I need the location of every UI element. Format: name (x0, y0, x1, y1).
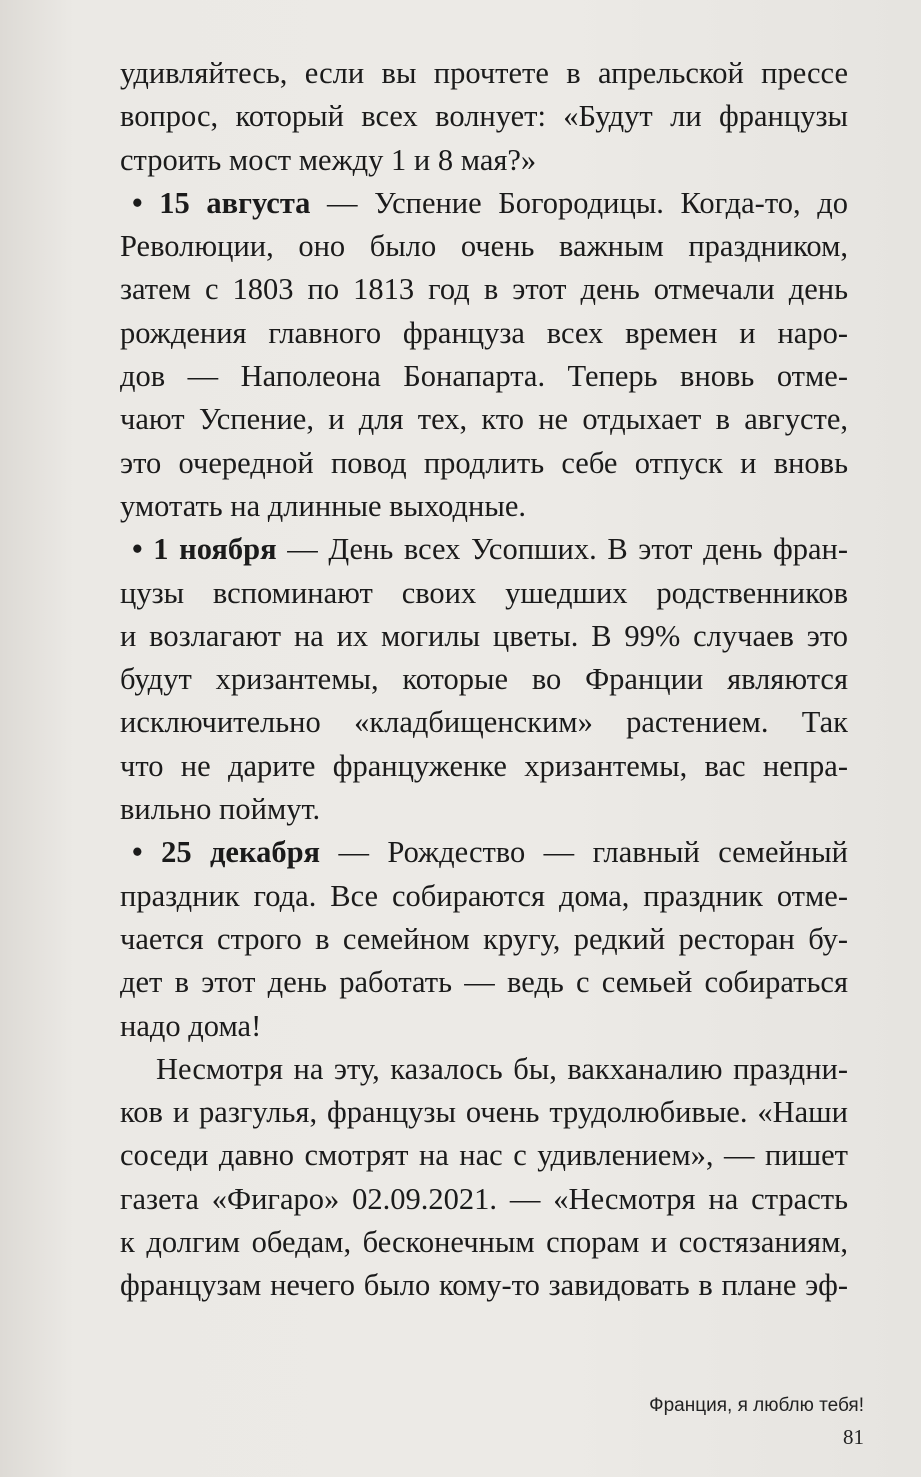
text-line: затем с 1803 по 1813 год в этот день отмечали день (120, 272, 848, 307)
text-line: вильно поймут. (120, 792, 321, 827)
text-line: надо дома! (120, 1008, 262, 1043)
text-line: газета «Фигаро» 02.09.2021. — «Несмотря на страсть (120, 1181, 848, 1216)
text-line: ков и разгулья, французы очень трудолюбивые. «Наши (120, 1095, 848, 1130)
text-line: удивляйтесь, если вы прочтете в апрельской прессе (120, 56, 848, 90)
text-line: цузы вспоминают своих ушедших родственников (120, 575, 848, 610)
text-line: исключительно «кладбищенским» растением. Так (120, 705, 848, 740)
text-line: вопрос, который всех волнует: «Будут ли французы (120, 99, 848, 134)
text-line: строить мост между 1 и 8 мая?» (120, 142, 537, 177)
text-line: французам нечего было кому-то завидовать в плане эф- (120, 1268, 848, 1303)
list-item-date: 15 августа (159, 185, 311, 220)
text-line: Несмотря на эту, казалось бы, вакханалию праздни- (156, 1051, 848, 1086)
text-line: к долгим обедам, бесконечным спорам и состязаниям, (120, 1225, 848, 1260)
text-line: праздник года. Все собираются дома, праздник отме- (120, 878, 848, 913)
running-footer-title: Франция, я люблю тебя! (649, 1395, 864, 1416)
text-line: будут хризантемы, которые во Франции являются (120, 662, 848, 697)
page-body (120, 52, 848, 1308)
text-line: дов — Наполеона Бонапарта. Теперь вновь отме- (120, 359, 848, 394)
text-line: рождения главного француза всех времен и наро- (120, 315, 848, 350)
text-line: умотать на длинные выходные. (120, 488, 527, 523)
text-line: это очередной повод продлить себе отпуск и вновь (120, 445, 848, 480)
text-line: Революции, оно было очень важным праздником, (120, 229, 848, 264)
list-item-first-line: • 1 ноября — День всех Усопших. В этот день фран- (132, 532, 848, 567)
list-item-text: — Успение Богородицы. Когда-то, до (310, 185, 848, 220)
list-item-date: 25 декабря (161, 835, 321, 870)
text-line: соседи давно смотрят на нас с удивлением», — пишет (120, 1138, 848, 1173)
list-item-text: — Рождество — главный семейный (320, 835, 848, 870)
list-item-text: — День всех Усопших. В этот день фран- (276, 532, 848, 567)
text-line: дет в этот день работать — ведь с семьей собираться (120, 965, 848, 1000)
text-line: и возлагают на их могилы цветы. В 99% случаев это (120, 618, 848, 653)
list-item-first-line: • 25 декабря — Рождество — главный семейный (132, 835, 848, 870)
list-item-date: 1 ноября (153, 532, 277, 567)
page-number: 81 (843, 1425, 864, 1449)
list-item-first-line: • 15 августа — Успение Богородицы. Когда-то, до (132, 185, 848, 220)
text-line: что не дарите француженке хризантемы, вас непра- (120, 748, 848, 783)
text-line: чают Успение, и для тех, кто не отдыхает в августе, (120, 402, 848, 437)
text-line: чается строго в семейном кругу, редкий ресторан бу- (120, 921, 848, 956)
